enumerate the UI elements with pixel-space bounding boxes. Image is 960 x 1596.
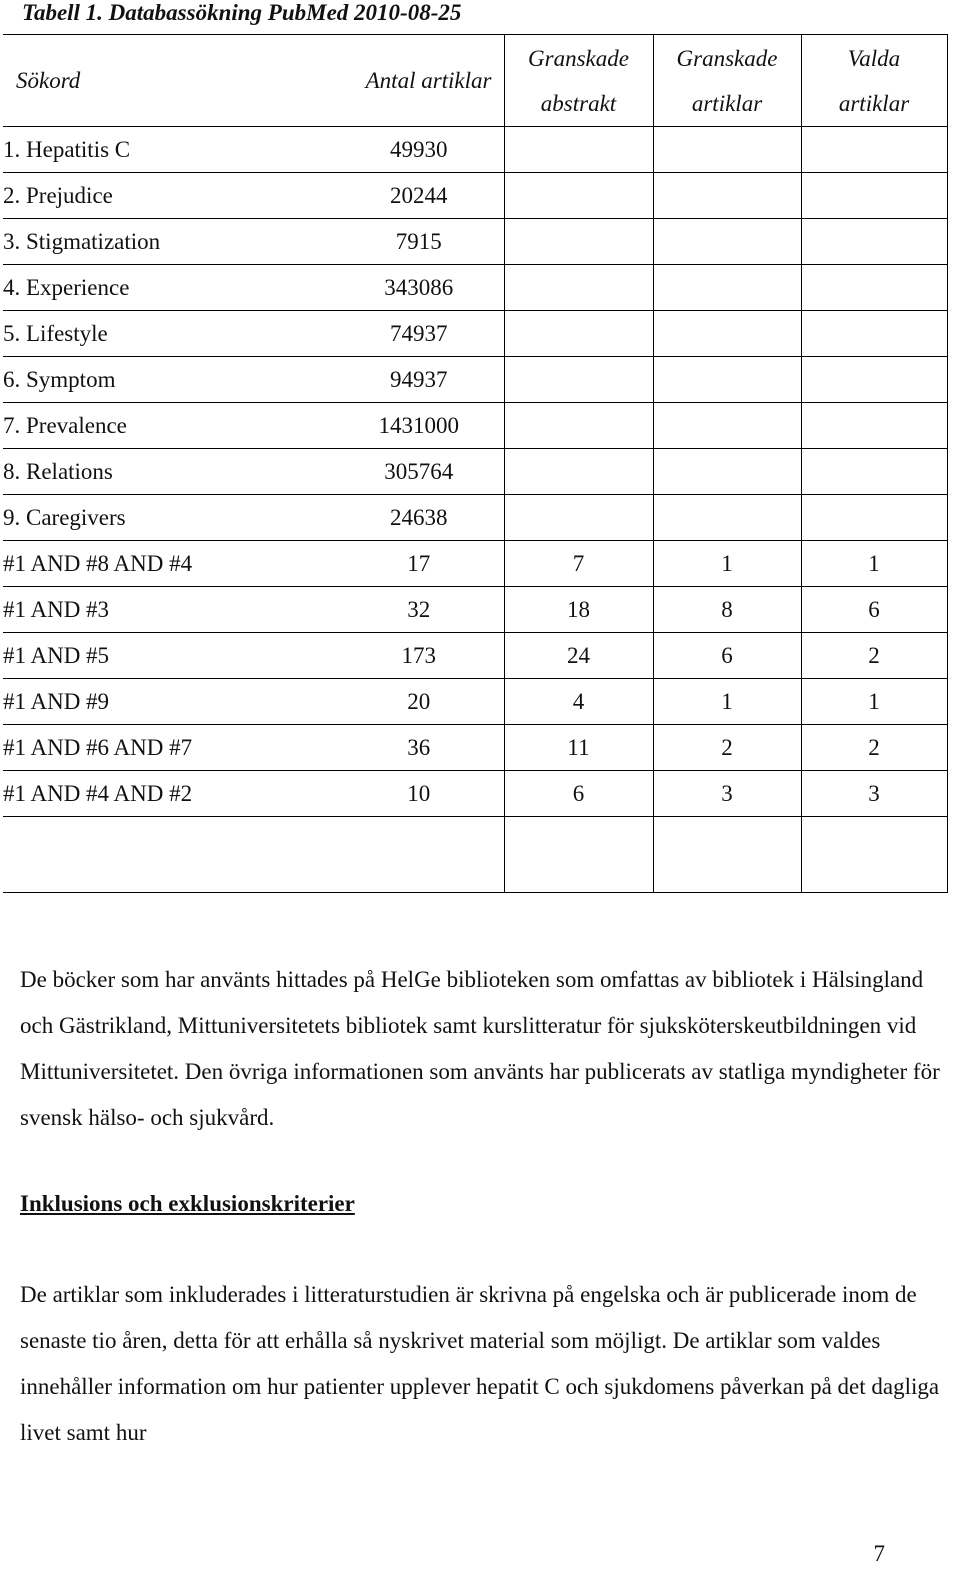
cell-reviewed-abstracts: 4 xyxy=(504,679,653,725)
cell-reviewed-abstracts: 24 xyxy=(504,633,653,679)
cell-reviewed-articles xyxy=(653,357,801,403)
cell-article-count: 94937 xyxy=(334,357,504,403)
cell-article-count: 7915 xyxy=(334,219,504,265)
cell-reviewed-abstracts xyxy=(504,449,653,495)
cell-article-count: 24638 xyxy=(334,495,504,541)
cell-reviewed-abstracts xyxy=(504,127,653,173)
table-row xyxy=(3,679,947,725)
cell-selected-articles xyxy=(801,495,947,541)
empty-cell xyxy=(801,817,947,893)
header-reviewed-articles-line1: Granskade xyxy=(676,45,778,71)
cell-search-term: #1 AND #9 xyxy=(3,679,334,725)
header-article-count: Antal artiklar xyxy=(334,35,504,127)
table-row xyxy=(3,495,947,541)
cell-search-term: 1. Hepatitis C xyxy=(3,127,334,173)
cell-reviewed-articles: 1 xyxy=(653,679,801,725)
paragraph-inclusion: De artiklar som inkluderades i litteraturstudien är skrivna på engelska och är publicerade inom de senaste tio åren, detta för att erhålla så nyskrivet material som möjligt. De artiklar som valdes innehåller information om hur patienter upplever hepatit C och sjukdomens påverkan på det dagliga livet samt hur xyxy=(20,1282,940,1445)
cell-selected-articles: 6 xyxy=(801,587,947,633)
paragraph-sources: De böcker som har använts hittades på HelGe biblioteken som omfattas av bibliotek i Hälsingland och Gästrikland, Mittuniversitetets bibliotek samt kurslitteratur för sjuksköterskeutbildningen vid Mittuniversitetet. Den övriga informationen som använts har publicerats av statliga myndigheter för svensk hälso- och sjukvård. xyxy=(20,967,940,1130)
table-header-row xyxy=(3,35,947,127)
cell-search-term: #1 AND #4 AND #2 xyxy=(3,771,334,817)
cell-selected-articles: 1 xyxy=(801,541,947,587)
cell-search-term: 4. Experience xyxy=(3,265,334,311)
cell-search-term: 5. Lifestyle xyxy=(3,311,334,357)
cell-reviewed-abstracts: 7 xyxy=(504,541,653,587)
cell-search-term: #1 AND #5 xyxy=(3,633,334,679)
cell-reviewed-abstracts: 18 xyxy=(504,587,653,633)
cell-search-term: 7. Prevalence xyxy=(3,403,334,449)
cell-reviewed-articles: 6 xyxy=(653,633,801,679)
cell-reviewed-articles xyxy=(653,449,801,495)
cell-reviewed-articles xyxy=(653,265,801,311)
header-reviewed-articles xyxy=(653,35,801,127)
cell-article-count: 17 xyxy=(334,541,504,587)
cell-reviewed-abstracts xyxy=(504,311,653,357)
header-reviewed-abstracts xyxy=(504,35,653,127)
cell-article-count: 20 xyxy=(334,679,504,725)
table-row xyxy=(3,357,947,403)
cell-selected-articles xyxy=(801,311,947,357)
cell-search-term: #1 AND #8 AND #4 xyxy=(3,541,334,587)
empty-cell xyxy=(3,817,334,893)
header-reviewed-articles-line2: artiklar xyxy=(691,90,763,116)
cell-search-term: 2. Prejudice xyxy=(3,173,334,219)
cell-reviewed-articles: 8 xyxy=(653,587,801,633)
table-row xyxy=(3,541,947,587)
table-row xyxy=(3,127,947,173)
table-row xyxy=(3,771,947,817)
empty-cell xyxy=(504,817,653,893)
table-row xyxy=(3,403,947,449)
table-spacer-row xyxy=(3,817,947,893)
cell-reviewed-abstracts xyxy=(504,173,653,219)
cell-selected-articles: 2 xyxy=(801,633,947,679)
cell-article-count: 36 xyxy=(334,725,504,771)
cell-search-term: 8. Relations xyxy=(3,449,334,495)
cell-search-term: #1 AND #3 xyxy=(3,587,334,633)
table-row xyxy=(3,219,947,265)
search-results-table xyxy=(3,34,948,893)
cell-reviewed-articles xyxy=(653,127,801,173)
cell-reviewed-abstracts xyxy=(504,265,653,311)
cell-reviewed-abstracts xyxy=(504,219,653,265)
header-reviewed-abstracts-line2: abstrakt xyxy=(540,90,617,116)
cell-article-count: 20244 xyxy=(334,173,504,219)
cell-selected-articles: 2 xyxy=(801,725,947,771)
cell-selected-articles xyxy=(801,173,947,219)
cell-article-count: 173 xyxy=(334,633,504,679)
cell-search-term: 6. Symptom xyxy=(3,357,334,403)
cell-article-count: 32 xyxy=(334,587,504,633)
cell-article-count: 49930 xyxy=(334,127,504,173)
cell-reviewed-abstracts xyxy=(504,357,653,403)
cell-selected-articles xyxy=(801,265,947,311)
cell-article-count: 10 xyxy=(334,771,504,817)
empty-cell xyxy=(334,817,504,893)
header-selected-articles xyxy=(801,35,947,127)
cell-article-count: 74937 xyxy=(334,311,504,357)
cell-selected-articles xyxy=(801,219,947,265)
cell-reviewed-abstracts: 6 xyxy=(504,771,653,817)
section-heading: Inklusions och exklusionskriterier xyxy=(20,1191,355,1216)
cell-article-count: 305764 xyxy=(334,449,504,495)
cell-selected-articles xyxy=(801,449,947,495)
cell-reviewed-articles xyxy=(653,219,801,265)
header-reviewed-abstracts-line1: Granskade xyxy=(528,45,629,71)
table-row xyxy=(3,265,947,311)
cell-selected-articles xyxy=(801,127,947,173)
cell-reviewed-articles xyxy=(653,495,801,541)
cell-reviewed-articles: 1 xyxy=(653,541,801,587)
cell-article-count: 343086 xyxy=(334,265,504,311)
header-search-term: Sökord xyxy=(3,35,334,127)
cell-selected-articles: 1 xyxy=(801,679,947,725)
cell-reviewed-articles: 3 xyxy=(653,771,801,817)
table-row xyxy=(3,633,947,679)
page-number: 7 xyxy=(873,1541,885,1566)
cell-search-term: #1 AND #6 AND #7 xyxy=(3,725,334,771)
table-caption: Tabell 1. Databassökning PubMed 2010-08-25 xyxy=(22,0,462,25)
cell-reviewed-abstracts xyxy=(504,495,653,541)
cell-reviewed-articles xyxy=(653,311,801,357)
empty-cell xyxy=(653,817,801,893)
table-body xyxy=(3,127,947,893)
table-row xyxy=(3,449,947,495)
table-row xyxy=(3,173,947,219)
cell-reviewed-articles xyxy=(653,173,801,219)
cell-selected-articles xyxy=(801,357,947,403)
cell-reviewed-abstracts: 11 xyxy=(504,725,653,771)
table-row xyxy=(3,311,947,357)
header-selected-articles-line1: Valda xyxy=(847,45,901,71)
cell-article-count: 1431000 xyxy=(334,403,504,449)
cell-reviewed-articles xyxy=(653,403,801,449)
cell-search-term: 3. Stigmatization xyxy=(3,219,334,265)
cell-reviewed-articles: 2 xyxy=(653,725,801,771)
cell-search-term: 9. Caregivers xyxy=(3,495,334,541)
cell-reviewed-abstracts xyxy=(504,403,653,449)
header-selected-articles-line2: artiklar xyxy=(838,90,910,116)
table-row xyxy=(3,725,947,771)
table-row xyxy=(3,587,947,633)
cell-selected-articles: 3 xyxy=(801,771,947,817)
cell-selected-articles xyxy=(801,403,947,449)
